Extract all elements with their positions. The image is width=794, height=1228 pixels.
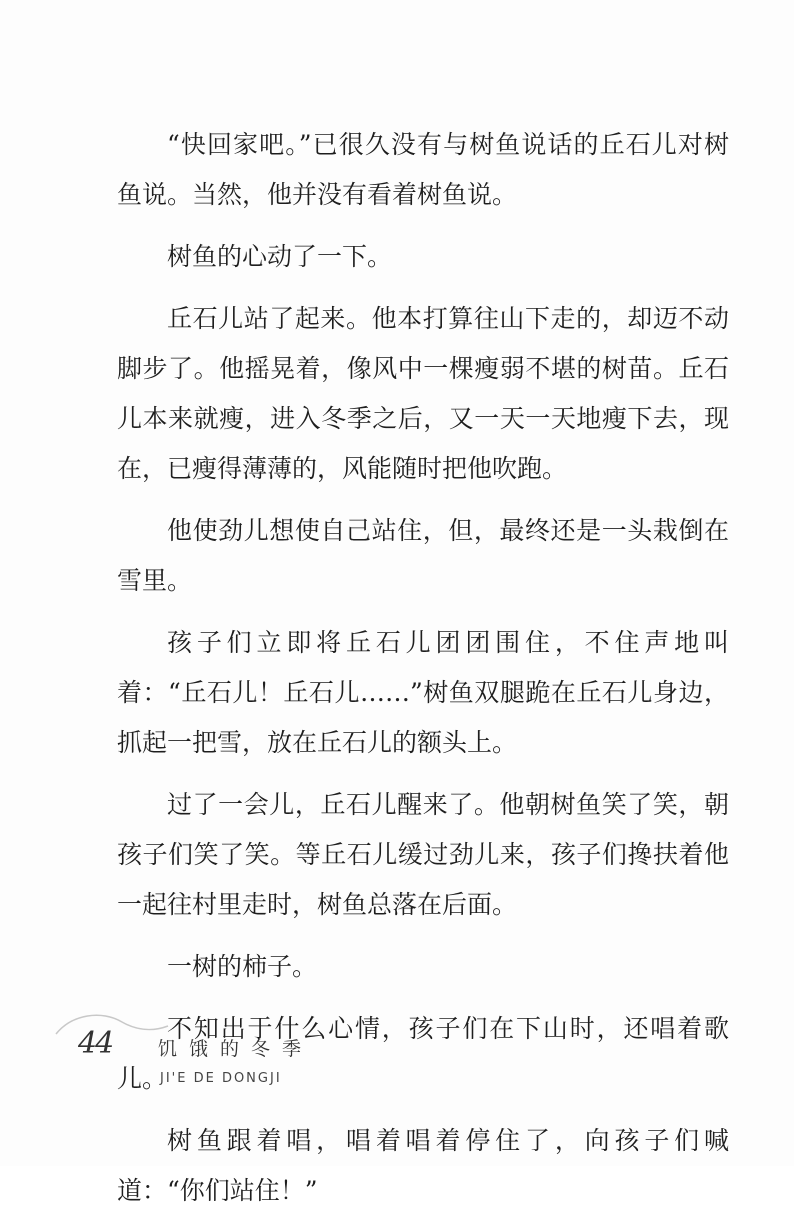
paragraph: 一树的柿子。 — [167, 952, 318, 981]
paragraph: 树鱼跟着唱，唱着唱着停住了，向孩子们喊道：“你们站住！” — [117, 1126, 729, 1205]
paragraph: 过了一会儿，丘石儿醒来了。他朝树鱼笑了笑，朝孩子们笑了笑。等丘石儿缓过劲儿来，孩子们搀扶着他一起往村里走时，树鱼总落在后面。 — [117, 790, 729, 919]
book-title-pinyin: JI'E DE DONGJI — [160, 1071, 282, 1086]
book-title: 饥饿的冬季 — [158, 1038, 314, 1060]
page-number: 44 — [78, 1026, 113, 1061]
paragraph: 丘石儿站了起来。他本打算往山下走的，却迈不动脚步了。他摇晃着，像风中一棵瘦弱不堪的树苗。丘石儿本来就瘦，进入冬季之后，又一天一天地瘦下去，现在，已瘦得薄薄的，风能随时把他吹跑。 — [117, 304, 729, 483]
paragraph: 孩子们立即将丘石儿团团围住，不住声地叫着：“丘石儿！丘石儿……”树鱼双腿跪在丘石儿身边，抓起一把雪，放在丘石儿的额头上。 — [117, 628, 729, 757]
paragraph: 树鱼的心动了一下。 — [167, 242, 393, 271]
paragraph: 他使劲儿想使自己站住，但，最终还是一头栽倒在雪里。 — [117, 516, 729, 595]
paragraph: “快回家吧。”已很久没有与树鱼说话的丘石儿对树鱼说。当然，他并没有看着树鱼说。 — [117, 130, 729, 209]
body-text — [117, 120, 729, 1228]
paragraph: 不知出于什么心情，孩子们在下山时，还唱着歌儿。 — [117, 1014, 729, 1093]
